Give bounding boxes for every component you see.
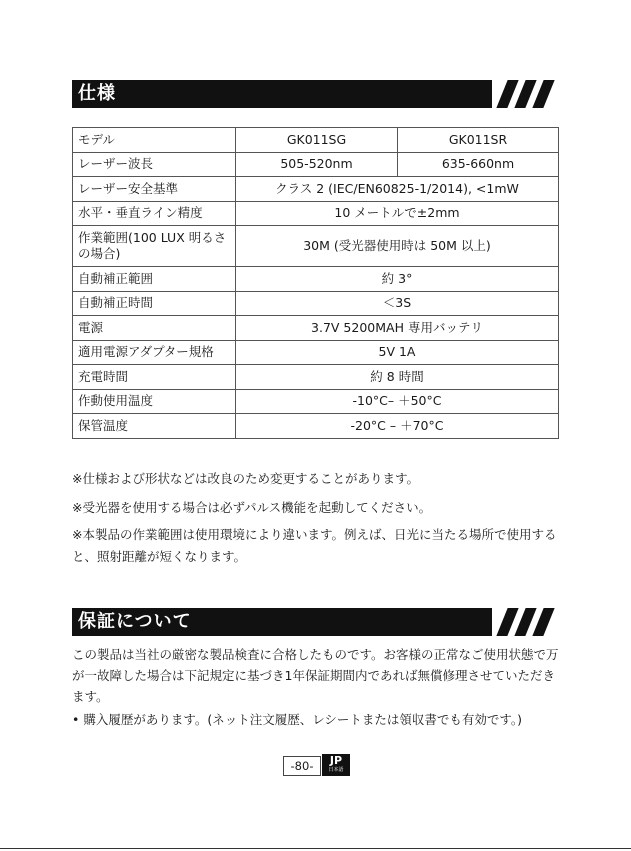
row-label: 作動使用温度 <box>73 389 236 414</box>
note-3: ※本製品の作業範囲は使用環境により違います。例えば、日光に当たる場所で使用すると、照射距離が短くなります。 <box>72 527 557 564</box>
table-row-wavelength <box>73 152 559 177</box>
warranty-text: この製品は当社の厳密な製品検査に合格したものです。お客様の正常なご使用状態で万が一故障した場合は下記規定に基づき1年保証期間内であれば無償修理させていただきます。 <box>72 647 559 704</box>
table-row <box>73 340 559 365</box>
bottom-rule <box>0 848 631 849</box>
stripes-decoration <box>492 608 558 636</box>
row-value: 10 メートルで±2mm <box>236 201 559 226</box>
stripes-decoration <box>492 80 558 108</box>
table-row <box>73 291 559 316</box>
row-value: 3.7V 5200MAH 専用バッテリ <box>236 316 559 341</box>
row-label: 水平・垂直ライン精度 <box>73 201 236 226</box>
table-row <box>73 365 559 390</box>
row-value: ＜3S <box>236 291 559 316</box>
row-value: -20°C – ＋70°C <box>236 414 559 439</box>
wavelength-a: 505-520nm <box>236 152 398 177</box>
table-row <box>73 389 559 414</box>
table-row <box>73 201 559 226</box>
language-name: 日本語 <box>328 767 344 773</box>
page-number: -80- <box>283 756 321 776</box>
table-row <box>73 177 559 202</box>
note-1: ※仕様および形状などは改良のため変更することがあります。 <box>72 471 419 486</box>
row-value: クラス 2 (IEC/EN60825-1/2014), <1mW <box>236 177 559 202</box>
wavelength-b: 635-660nm <box>398 152 559 177</box>
row-label: 作業範囲(100 LUX 明るさの場合) <box>73 226 236 267</box>
warranty-section-header <box>72 608 558 636</box>
row-value: 約 3° <box>236 267 559 292</box>
spec-table <box>72 127 559 439</box>
row-label: 自動補正時間 <box>73 291 236 316</box>
spec-section-header <box>72 80 558 108</box>
row-label: 自動補正範囲 <box>73 267 236 292</box>
row-value: 5V 1A <box>236 340 559 365</box>
model-a-name: GK011SG <box>236 128 398 153</box>
row-value: 約 8 時間 <box>236 365 559 390</box>
row-label: 充電時間 <box>73 365 236 390</box>
model-b-name: GK011SR <box>398 128 559 153</box>
row-label: 適用電源アダプター規格 <box>73 340 236 365</box>
row-value: -10°C– ＋50°C <box>236 389 559 414</box>
model-label: モデル <box>73 128 236 153</box>
note-2: ※受光器を使用する場合は必ずパルス機能を起動してください。 <box>72 500 432 515</box>
language-badge <box>322 754 350 776</box>
language-code: JP <box>329 754 343 767</box>
table-row <box>73 226 559 267</box>
row-label: 保管温度 <box>73 414 236 439</box>
spec-section-title: 仕様 <box>78 83 116 104</box>
wavelength-label: レーザー波長 <box>73 152 236 177</box>
table-row <box>73 267 559 292</box>
warranty-section-title: 保証について <box>78 611 192 632</box>
table-row-model <box>73 128 559 153</box>
row-label: レーザー安全基準 <box>73 177 236 202</box>
row-value: 30M (受光器使用時は 50M 以上) <box>236 226 559 267</box>
row-label: 電源 <box>73 316 236 341</box>
warranty-bullet: • 購入履歴があります。(ネット注文履歴、レシートまたは領収書でも有効です。) <box>72 712 523 727</box>
table-row <box>73 316 559 341</box>
table-row <box>73 414 559 439</box>
